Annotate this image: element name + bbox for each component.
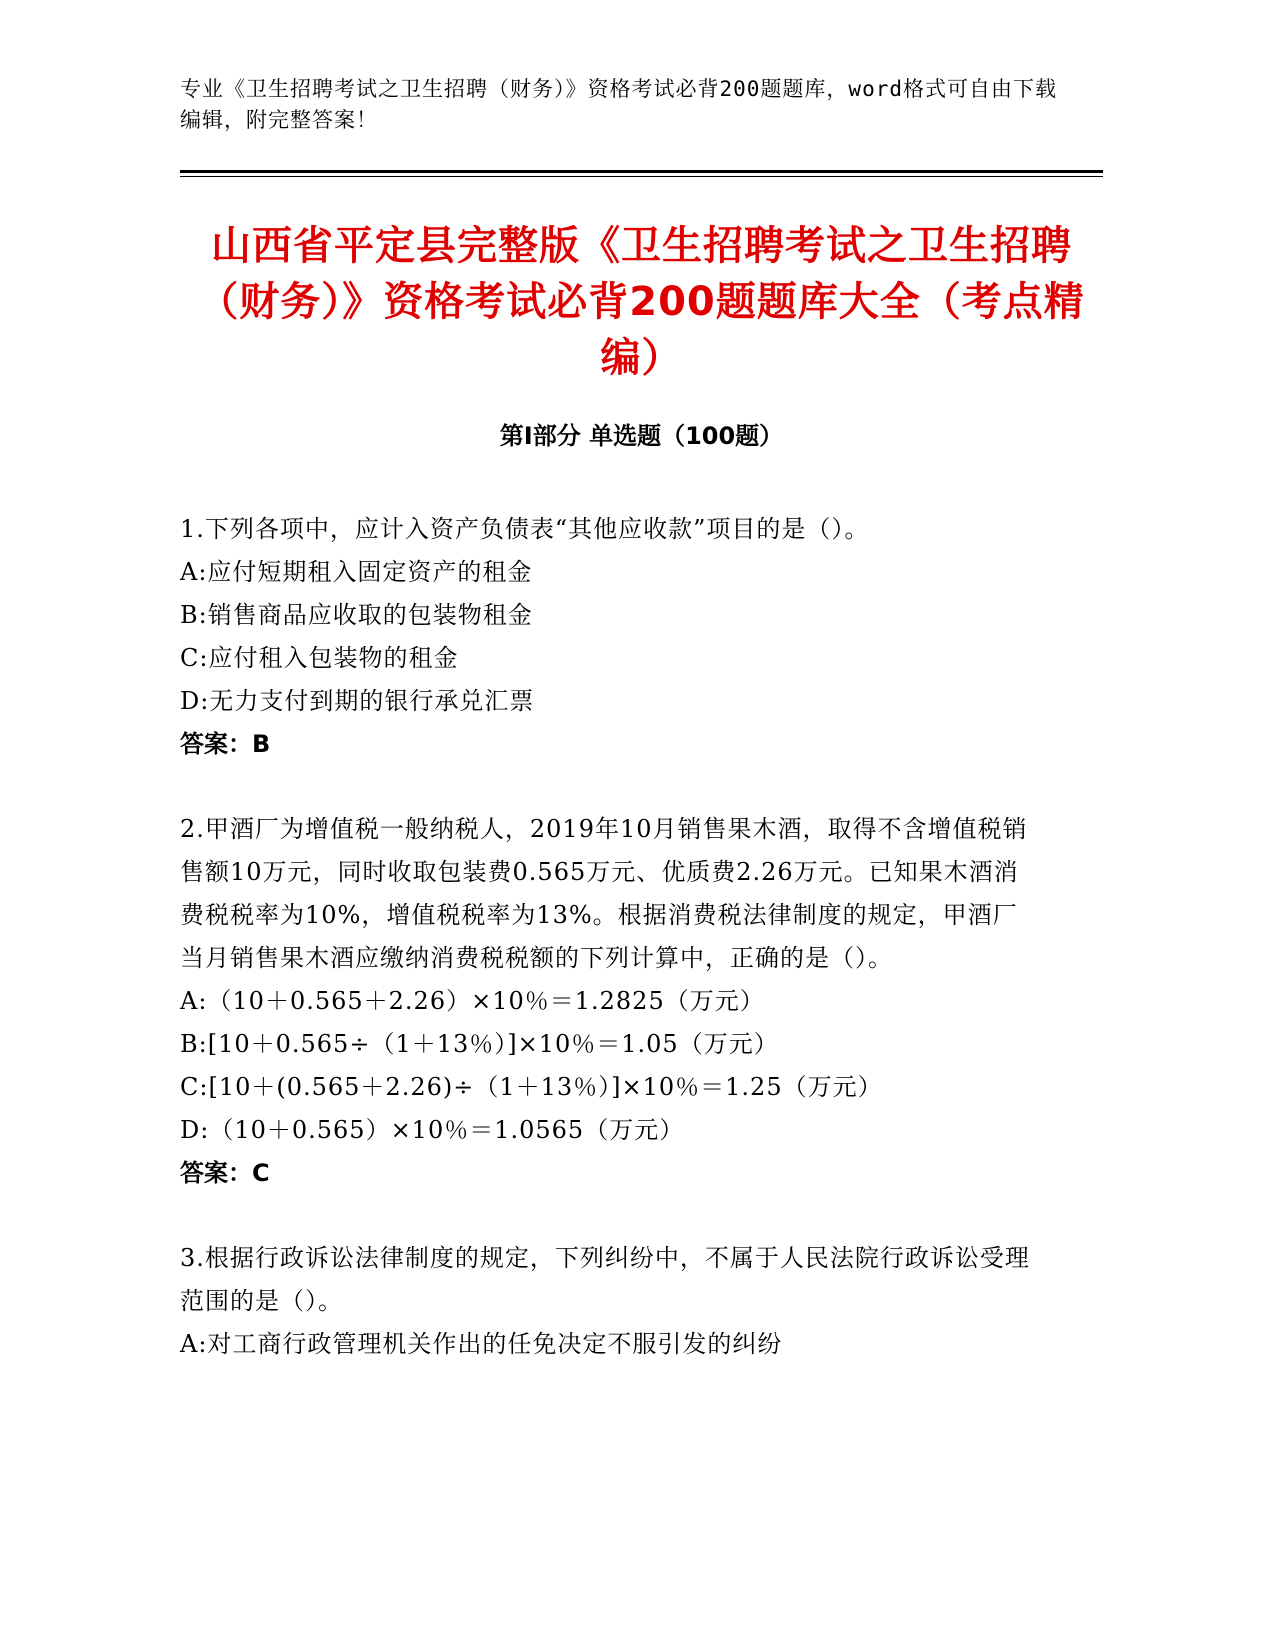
question-text: 1.下列各项中，应计入资产负债表“其他应收款”项目的是（）。 xyxy=(180,515,870,543)
header-rule-thin xyxy=(180,176,1103,177)
option-b: B:[10＋0.565÷（1＋13％）]×10％＝1.05（万元） xyxy=(180,1030,779,1058)
question-1 xyxy=(180,508,1040,766)
header-rule xyxy=(180,170,1103,173)
option-a: A:应付短期租入固定资产的租金 xyxy=(180,558,533,586)
option-d: D:（10＋0.565）×10％＝1.0565（万元） xyxy=(180,1116,685,1144)
option-a: A:对工商行政管理机关作出的任免决定不服引发的纠纷 xyxy=(180,1330,783,1358)
question-3 xyxy=(180,1237,1040,1366)
section-title: 第I部分 单选题（100题） xyxy=(499,422,784,450)
document-title: 山西省平定县完整版《卫生招聘考试之卫生招聘（财务）》资格考试必背200题题库大全（考点精编） xyxy=(198,223,1085,381)
header-note: 专业《卫生招聘考试之卫生招聘（财务）》资格考试必背200题题库，word格式可自由下载编辑，附完整答案！ xyxy=(180,77,1057,132)
option-a: A:（10＋0.565＋2.26）×10％＝1.2825（万元） xyxy=(180,987,765,1015)
option-d: D:无力支付到期的银行承兑汇票 xyxy=(180,687,535,715)
answer: 答案：B xyxy=(180,730,271,758)
question-2 xyxy=(180,808,1040,1195)
question-text: 3.根据行政诉讼法律制度的规定，下列纠纷中，不属于人民法院行政诉讼受理范围的是（）。 xyxy=(180,1244,1030,1315)
answer: 答案：C xyxy=(180,1159,270,1187)
option-c: C:[10＋(0.565＋2.26)÷（1＋13％）]×10％＝1.25（万元） xyxy=(180,1073,883,1101)
question-text: 2.甲酒厂为增值税一般纳税人，2019年10月销售果木酒，取得不含增值税销售额10万元，同时收取包装费0.565万元、优质费2.26万元。已知果木酒消费税税率为10%，增值税税率为13%。根据消费税法律制度的规定，甲酒厂当月销售果木酒应缴纳消费税税额的下列计算中，正确的是（）。 xyxy=(180,815,1028,972)
option-c: C:应付租入包装物的租金 xyxy=(180,644,459,672)
question-list xyxy=(180,508,1040,1408)
option-b: B:销售商品应收取的包装物租金 xyxy=(180,601,533,629)
